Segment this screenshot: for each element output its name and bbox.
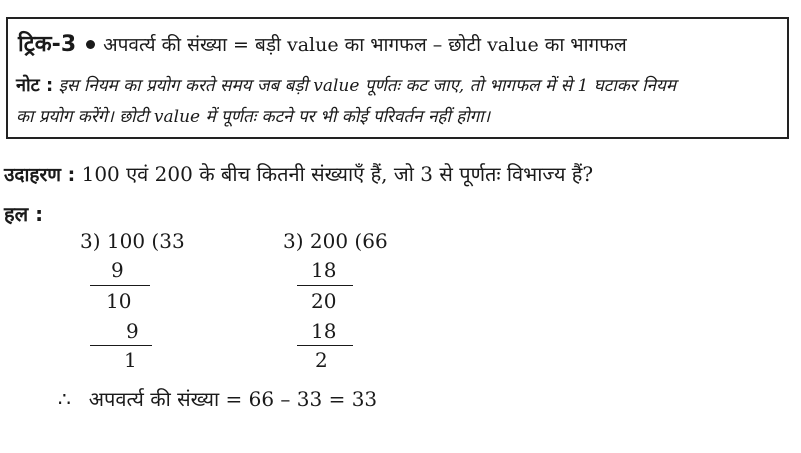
division-step: 18 xyxy=(311,258,337,282)
solution-label: हल : xyxy=(4,202,44,226)
trick-label: ट्रिक-3 xyxy=(18,32,77,57)
note-line-2 xyxy=(16,100,781,134)
example-line xyxy=(4,160,593,187)
division-rule xyxy=(90,285,150,286)
note-line-1 xyxy=(16,69,781,103)
division-remainder: 2 xyxy=(315,348,328,372)
trick-formula: अपवर्त्य की संख्या = बड़ी value का भागफल – छोटी value का भागफल xyxy=(103,34,627,56)
trick-box xyxy=(6,17,789,139)
division-rule xyxy=(90,345,152,346)
division-step: 18 xyxy=(311,319,337,343)
bullet-icon xyxy=(86,40,95,49)
therefore-icon: ∴ xyxy=(58,387,71,411)
division-step: 9 xyxy=(126,319,139,343)
division-work-2 xyxy=(283,229,443,379)
division-step: 20 xyxy=(311,289,337,313)
note-text-1: इस नियम का प्रयोग करते समय जब बड़ी value पूर्णतः कट जाए, तो भागफल में से 1 घटाकर नियम xyxy=(58,76,677,96)
example-label: उदाहरण : xyxy=(4,164,76,186)
division-step: 10 xyxy=(106,289,132,313)
note-label: नोट : xyxy=(16,75,54,96)
division-step: 9 xyxy=(111,258,124,282)
division-rule xyxy=(297,285,353,286)
note-text-2: का प्रयोग करेंगे। छोटी value में पूर्णतः कटने पर भी कोई परिवर्तन नहीं होगा। xyxy=(16,107,491,127)
result-text: अपवर्त्य की संख्या = 66 – 33 = 33 xyxy=(88,387,378,411)
example-question: 100 एवं 200 के बीच कितनी संख्याएँ हैं, जो 3 से पूर्णतः विभाज्य हैं? xyxy=(81,162,594,186)
division-rule xyxy=(297,345,353,346)
division-work-1 xyxy=(80,229,240,379)
division-header: 3) 100 (33 xyxy=(80,229,185,253)
result-line xyxy=(58,385,377,412)
trick-title-line xyxy=(18,28,627,58)
division-remainder: 1 xyxy=(124,348,137,372)
division-header: 3) 200 (66 xyxy=(283,229,388,253)
